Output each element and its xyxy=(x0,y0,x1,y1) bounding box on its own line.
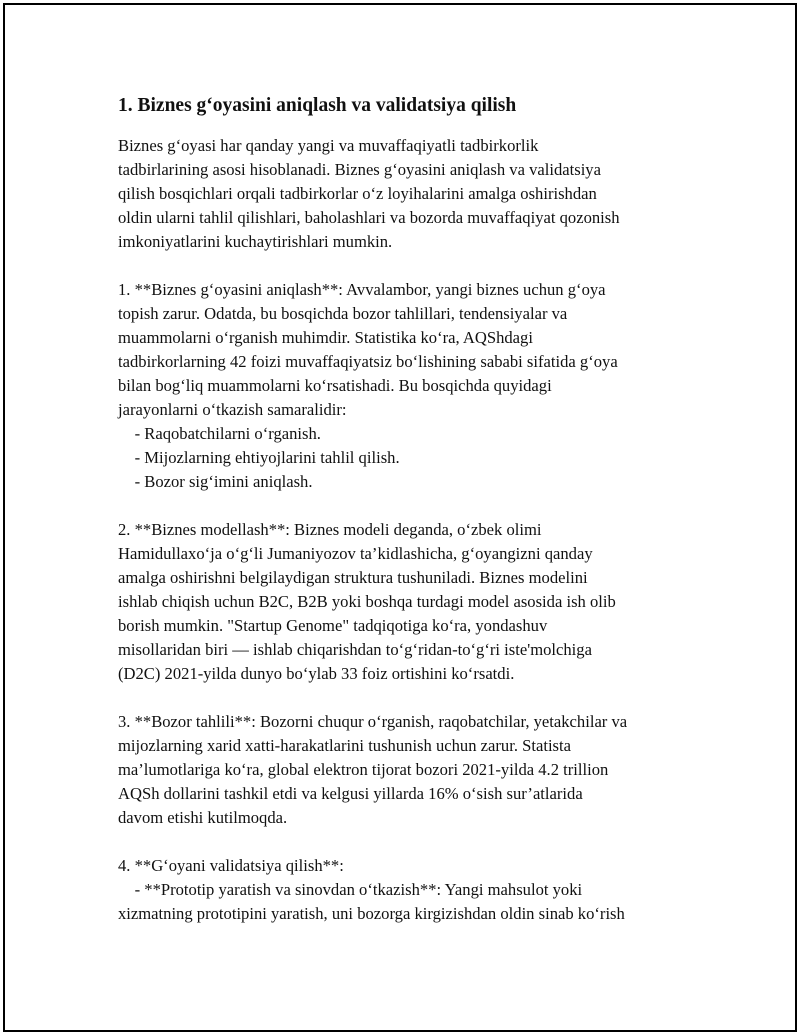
text-line: mijozlarning xarid xatti-harakatlarini tushunish uchun zarur. Statista xyxy=(118,736,571,755)
text-line: bilan bog‘liq muammolarni ko‘rsatishadi. Bu bosqichda quyidagi xyxy=(118,376,552,395)
section-1-paragraph xyxy=(118,278,708,494)
paragraph-spacer xyxy=(118,830,708,854)
text-line: ma’lumotlariga ko‘ra, global elektron tijorat bozori 2021-yilda 4.2 trillion xyxy=(118,760,609,779)
document-body xyxy=(118,94,708,926)
text-line: AQSh dollarini tashkil etdi va kelgusi yillarda 16% o‘sish sur’atlarida xyxy=(118,784,583,803)
text-line: borish mumkin. "Startup Genome" tadqiqotiga ko‘ra, yondashuv xyxy=(118,616,548,635)
section-2-paragraph xyxy=(118,518,708,686)
text-line: qilish bosqichlari orqali tadbirkorlar o‘z loyihalarini amalga oshirishdan xyxy=(118,184,597,203)
list-item: - Bozor sig‘imini aniqlash. xyxy=(118,472,313,491)
paragraph-spacer xyxy=(118,254,708,278)
paragraph-spacer xyxy=(118,686,708,710)
text-line: 4. **G‘oyani validatsiya qilish**: xyxy=(118,856,344,875)
text-line: (D2C) 2021-yilda dunyo bo‘ylab 33 foiz ortishini ko‘rsatdi. xyxy=(118,664,515,683)
text-line: xizmatning prototipini yaratish, uni bozorga kirgizishdan oldin sinab ko‘rish xyxy=(118,904,625,923)
text-line: davom etishi kutilmoqda. xyxy=(118,808,288,827)
text-line: oldin ularni tahlil qilishlari, baholashlari va bozorda muvaffaqiyat qozonish xyxy=(118,208,620,227)
text-line: topish zarur. Odatda, bu bosqichda bozor tahlillari, tendensiyalar va xyxy=(118,304,568,323)
list-item: - Raqobatchilarni o‘rganish. xyxy=(118,424,321,443)
text-line: 3. **Bozor tahlili**: Bozorni chuqur o‘rganish, raqobatchilar, yetakchilar va xyxy=(118,712,628,731)
text-line: tadbirlarining asosi hisoblanadi. Biznes g‘oyasini aniqlash va validatsiya xyxy=(118,160,601,179)
text-line: 1. **Biznes g‘oyasini aniqlash**: Avvalambor, yangi biznes uchun g‘oya xyxy=(118,280,606,299)
text-line: imkoniyatlarini kuchaytirishlari mumkin. xyxy=(118,232,393,251)
text-line: muammolarni o‘rganish muhimdir. Statistika ko‘ra, AQShdagi xyxy=(118,328,533,347)
text-line: amalga oshirishni belgilaydigan struktura tushuniladi. Biznes modelini xyxy=(118,568,588,587)
document-title: 1. Biznes g‘oyasini aniqlash va validatsiya qilish xyxy=(118,95,517,116)
text-line: Hamidullaxo‘ja o‘g‘li Jumaniyozov ta’kidlashicha, g‘oyangizni qanday xyxy=(118,544,593,563)
text-line: ishlab chiqish uchun B2C, B2B yoki boshqa turdagi model asosida ish olib xyxy=(118,592,616,611)
text-line: tadbirkorlarning 42 foizi muvaffaqiyatsiz bo‘lishining sababi sifatida g‘oya xyxy=(118,352,618,371)
paragraph-spacer xyxy=(118,494,708,518)
list-item: - Mijozlarning ehtiyojlarini tahlil qilish. xyxy=(118,448,400,467)
text-line: misollaridan biri — ishlab chiqarishdan to‘g‘ridan-to‘g‘ri iste'molchiga xyxy=(118,640,592,659)
text-line: Biznes g‘oyasi har qanday yangi va muvaffaqiyatli tadbirkorlik xyxy=(118,136,539,155)
intro-paragraph xyxy=(118,134,708,254)
section-3-paragraph xyxy=(118,710,708,830)
text-line: jarayonlarni o‘tkazish samaralidir: xyxy=(118,400,347,419)
text-line: 2. **Biznes modellash**: Biznes modeli deganda, o‘zbek olimi xyxy=(118,520,542,539)
section-4-paragraph xyxy=(118,854,708,926)
list-item: - **Prototip yaratish va sinovdan o‘tkazish**: Yangi mahsulot yoki xyxy=(118,880,583,899)
